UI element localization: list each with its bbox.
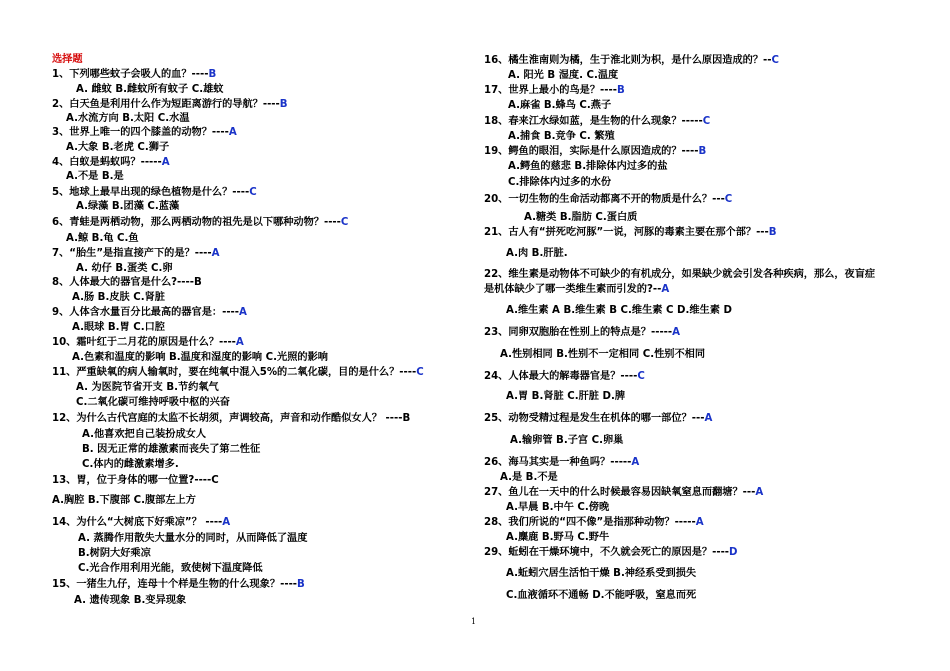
options-line: C.光合作用利用光能，致使树下温度降低: [78, 563, 263, 574]
question-line: [484, 115, 710, 128]
question-text: 2、白天鱼是利用什么作为短距离游行的导航？----: [52, 99, 280, 110]
options-line: A.胃 B.肾脏 C.肝脏 D.脾: [506, 391, 626, 402]
answer-key: C: [771, 55, 779, 66]
options-line: A.糖类 B.脂肪 C.蛋白质: [524, 212, 638, 223]
options-line: A.维生素 A B.维生素 B C.维生素 C D.维生素 D: [506, 305, 732, 316]
question-text: 17、世界上最小的鸟是？----: [484, 85, 617, 96]
question-text: 10、霜叶红于二月花的原因是什么？----: [52, 337, 236, 348]
options-line: A. 为医院节省开支 B.节约氧气: [76, 382, 219, 393]
question-text: 18、春来江水绿如蓝，是生物的什么现象？-----: [484, 116, 703, 127]
question-text: 27、鱼儿在一天中的什么时候最容易因缺氧窒息而翻塘？---: [484, 487, 756, 498]
answer-key: A: [228, 127, 237, 138]
answer-key: C: [724, 194, 733, 205]
options-line: A.鲸 B.龟 C.鱼: [66, 233, 139, 244]
options-line: A.色素和温度的影响 B.温度和湿度的影响 C.光照的影响: [72, 352, 328, 363]
question-text: 1、下列哪些蚊子会吸人的血？----: [52, 69, 209, 80]
answer-key: B: [279, 99, 288, 110]
options-line: A.眼球 B.胃 C.口腔: [72, 322, 165, 333]
question-text: 23、同卵双胞胎在性别上的特点是？-----: [484, 327, 673, 338]
question-line: [52, 412, 410, 425]
question-text: 26、海马其实是一种鱼吗？-----: [484, 457, 632, 468]
question-line: [52, 98, 288, 111]
options-line: A.不是 B.是: [66, 171, 124, 182]
question-text: 21、古人有“拼死吃河豚”一说，河豚的毒素主要在那个部？---: [484, 227, 769, 238]
question-text: 4、白蚁是蚂蚁吗？-----: [52, 157, 162, 168]
options-line: A.肉 B.肝脏.: [506, 248, 568, 259]
answer-key: A: [161, 157, 170, 168]
question-line: [484, 268, 875, 281]
options-line: A. 遗传现象 B.变异现象: [74, 595, 187, 606]
answer-key: B: [768, 227, 777, 238]
answer-key: C: [637, 371, 645, 382]
options-line: A.麋鹿 B.野马 C.野牛: [506, 532, 610, 543]
answer-key: B: [616, 85, 625, 96]
answer-key: A: [235, 337, 244, 348]
options-line: C.排除体内过多的水份: [508, 177, 612, 188]
options-line: B.树阴大好乘凉: [78, 548, 151, 559]
options-line: A.输卵管 B.子宫 C.卵巢: [510, 435, 624, 446]
answer-key: A: [672, 327, 681, 338]
question-line: [52, 247, 220, 260]
question-line: [52, 126, 237, 139]
question-text: 22、维生素是动物体不可缺少的有机成分，如果缺少就会引发各种疾病，那么，夜盲症: [484, 269, 876, 280]
answer-key: B: [208, 69, 217, 80]
question-line: [484, 145, 706, 158]
question-text: 3、世界上唯一的四个膝盖的动物？----: [52, 127, 229, 138]
answer-key: A: [695, 517, 704, 528]
question-line: [52, 156, 170, 169]
question-line: [52, 366, 424, 379]
answer-key: A: [631, 457, 640, 468]
question-text: 24、人体最大的解毒器官是？----: [484, 371, 638, 382]
question-line: [484, 326, 680, 339]
answer-key: A: [239, 307, 247, 318]
options-line: A.水流方向 B.太阳 C.水温: [66, 113, 190, 124]
question-line: [484, 193, 732, 206]
question-line: [484, 84, 625, 97]
options-line: A.肠 B.皮肤 C.肾脏: [72, 292, 165, 303]
answer-key: D: [729, 547, 738, 558]
options-line: A.麻雀 B.蜂鸟 C.燕子: [508, 100, 612, 111]
answer-key: A: [211, 248, 220, 259]
answer-key: A: [755, 487, 764, 498]
question-text: 25、动物受精过程是发生在机体的哪一部位？---: [484, 413, 705, 424]
question-line: [484, 54, 779, 67]
question-text: 5、地球上最早出现的绿色植物是什么？----: [52, 187, 250, 198]
options-line: A.大象 B.老虎 C.狮子: [66, 142, 170, 153]
question-line: [484, 516, 704, 529]
question-line: [484, 412, 712, 425]
options-line: A.绿藻 B.团藻 C.蓝藻: [76, 201, 180, 212]
options-line: C.体内的雌激素增多.: [82, 459, 179, 470]
options-line: C.二氧化碳可维持呼吸中枢的兴奋: [76, 397, 230, 408]
question-text: 16、橘生淮南则为橘，生于淮北则为枳，是什么原因造成的？--: [484, 55, 772, 66]
options-line: A.性别相同 B.性别不一定相同 C.性别不相同: [500, 349, 706, 360]
answer-key: C: [702, 116, 711, 127]
options-line: A.胸腔 B.下腹部 C.腹部左上方: [52, 495, 196, 506]
options-line: A.鳄鱼的慈悲 B.排除体内过多的盐: [508, 161, 668, 172]
options-line: A. 雌蚊 B.雌蚊所有蚊子 C.雄蚊: [76, 84, 224, 95]
question-line: [52, 216, 348, 229]
options-line: A. 幼仔 B.蛋类 C.卵: [76, 263, 173, 274]
question-text: 是机体缺少了哪一类维生素而引发的?--: [484, 284, 662, 295]
question-line: [484, 486, 763, 499]
question-text: 8、人体最大的器官是什么?----B: [52, 277, 202, 288]
question-text: 15、一猪生九仔，连母十个样是生物的什么现象？----: [52, 579, 298, 590]
question-text: 12、为什么古代宫庭的太监不长胡须，声调较高，声音和动作酷似女人？ ----B: [52, 413, 411, 424]
question-line: [52, 186, 257, 199]
question-text: 20、一切生物的生命活动都离不开的物质是什么？---: [484, 194, 725, 205]
options-line: A.早晨 B.中午 C.傍晚: [506, 502, 610, 513]
question-line: [52, 276, 202, 289]
section-title: 选择题: [52, 54, 83, 65]
question-line: [52, 474, 219, 487]
answer-key: B: [297, 579, 305, 590]
options-line: A.蚯蚓穴居生活怕干燥 B.神经系受到损失: [506, 568, 697, 579]
question-text: 13、胃，位于身体的哪一位置?----C: [52, 475, 219, 486]
options-line: A.他喜欢把自己装扮成女人: [82, 429, 207, 440]
question-text: 14、为什么“大树底下好乘凉”？ ----: [52, 517, 223, 528]
options-line: B. 因无正常的雄激素而丧失了第二性征: [82, 444, 261, 455]
question-line: [484, 456, 639, 469]
question-line: [484, 546, 738, 559]
options-line: A.捕食 B.竞争 C. 繁殖: [508, 131, 615, 142]
answer-key: B: [698, 146, 707, 157]
question-text: 19、鳄鱼的眼泪，实际是什么原因造成的？----: [484, 146, 699, 157]
question-line: [484, 370, 645, 383]
question-line: [52, 68, 216, 81]
question-text: 28、我们所说的“四不像”是指那种动物？-----: [484, 517, 696, 528]
answer-key: A: [222, 517, 231, 528]
question-line: [52, 306, 247, 319]
question-text: 29、蚯蚓在干燥环境中，不久就会死亡的原因是？----: [484, 547, 730, 558]
question-text: 7、“胎生”是指直接产下的是？----: [52, 248, 212, 259]
options-line: A. 蒸腾作用散失大量水分的同时，从而降低了温度: [78, 533, 308, 544]
question-text: 9、人体含水量百分比最高的器官是：----: [52, 307, 239, 318]
answer-key: C: [249, 187, 257, 198]
page-number: 1: [471, 617, 477, 626]
question-line: [52, 578, 305, 591]
answer-key: A: [661, 284, 670, 295]
question-text: 6、青蛙是两栖动物，那么两栖动物的祖先是以下哪种动物？----: [52, 217, 341, 228]
answer-key: C: [340, 217, 349, 228]
answer-key: A: [704, 413, 713, 424]
options-line: A.是 B.不是: [500, 472, 558, 483]
options-line: A. 阳光 B 湿度. C.温度: [508, 70, 619, 81]
question-line: [52, 516, 230, 529]
question-text: 11、严重缺氧的病人输氧时，要在纯氧中混入5%的二氧化碳，目的是什么？----: [52, 367, 417, 378]
question-line: [484, 283, 669, 296]
answer-key: C: [416, 367, 424, 378]
options-line: C.血液循环不通畅 D.不能呼吸，窒息而死: [506, 590, 697, 601]
question-line: [52, 336, 244, 349]
question-line: [484, 226, 777, 239]
